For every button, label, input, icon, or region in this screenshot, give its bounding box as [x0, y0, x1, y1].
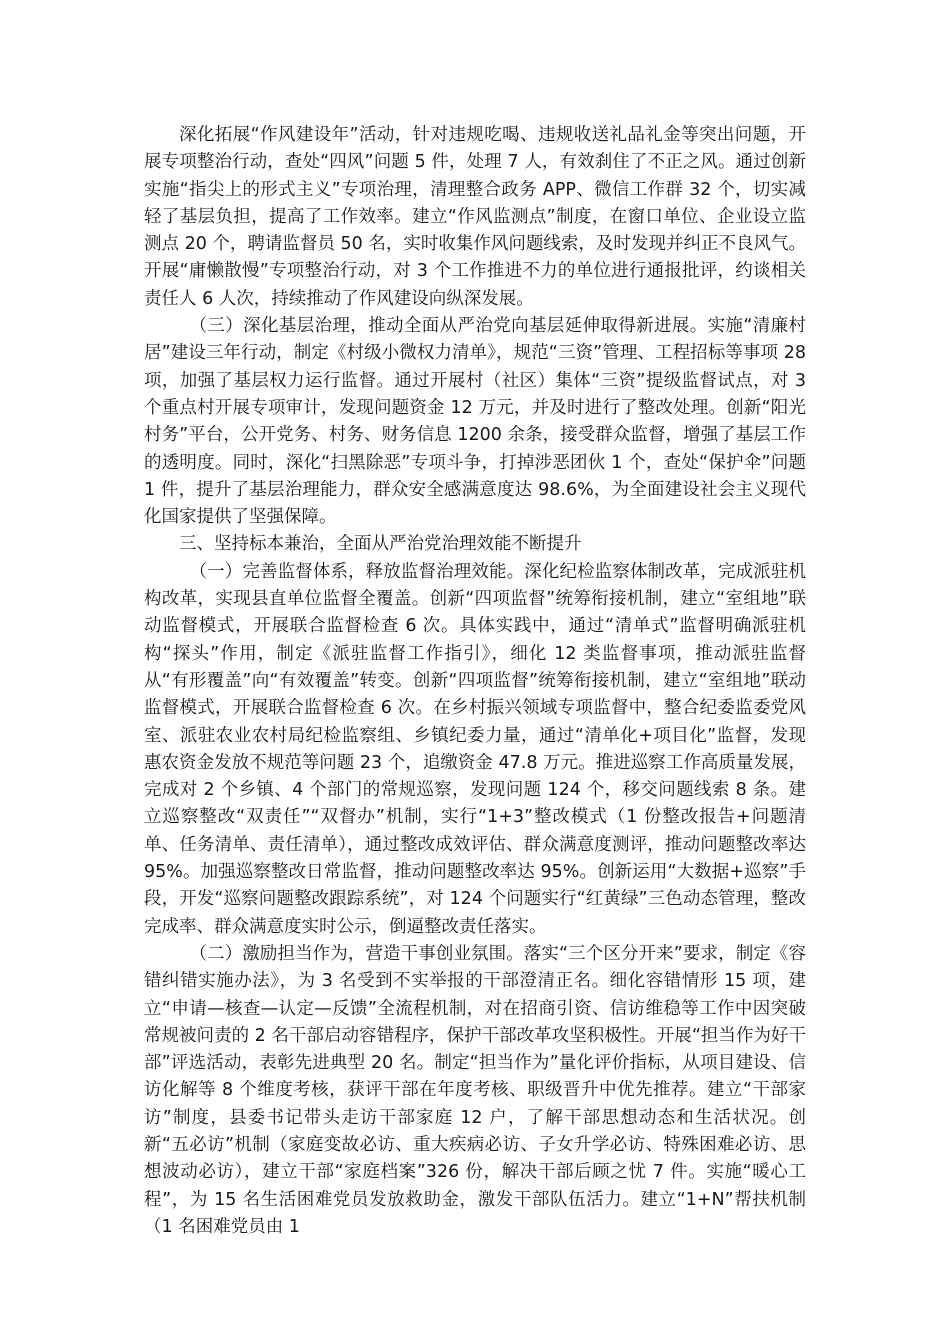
paragraph-supervision-system: （一）完善监督体系，释放监督治理效能。深化纪检监察体制改革，完成派驻机构改革，实现县直单位监督全覆盖。创新“四项监督”统筹衔接机制，建立“室组地”联动监督模式，开展联合监督检查 6 次。具体实践中，通过“清单式”监督明确派驻机构“探头”作用，制定《派驻监督工作指引》，细化 12 类监督事项，推动派驻监督从“有形覆盖”向“有效覆盖”转变。创新“四项监督”统筹衔接机制，建立“室组地”联动监督模式，开展联合监督检查 6 次。在乡村振兴领域专项监督中，整合纪委监委党风室、派驻农业农村局纪检监察组、乡镇纪委力量，通过“清单化+项目化”监督，发现惠农资金发放不规范等问题 23 个，追缴资金 47.8 万元。推进巡察工作高质量发展，完成对 2 个乡镇、4 个部门的常规巡察，发现问题 124 个，移交问题线索 8 条。建立巡察整改“双责任”“双督办”机制，实行“1+3”整改模式（1 份整改报告+问题清单、任务清单、责任清单），通过整改成效评估、群众满意度测评，推动问题整改率达 95%。加强巡察整改日常监督，推动问题整改率达 95%。创新运用“大数据+巡察”手段，开发“巡察问题整改跟踪系统”，对 124 个问题实行“红黄绿”三色动态管理，整改完成率、群众满意度实时公示，倒逼整改责任落实。 [144, 561, 806, 937]
paragraph-style-campaign: 深化拓展“作风建设年”活动，针对违规吃喝、违规收送礼品礼金等突出问题，开展专项整治行动，查处“四风”问题 5 件，处理 7 人，有效刹住了不正之风。通过创新实施“指尖上的形式主义”专项治理，清理整合政务 APP、微信工作群 32 个，切实减轻了基层负担，提高了工作效率。建立“作风监测点”制度，在窗口单位、企业设立监测点 20 个，聘请监督员 50 名，实时收集作风问题线索，及时发现并纠正不良风气。开展“庸懒散慢”专项整治行动，对 3 个工作推进不力的单位进行通报批评，约谈相关责任人 6 人次，持续推动了作风建设向纵深发展。 [144, 125, 806, 309]
paragraph-encourage-responsibility: （二）激励担当作为，营造干事创业氛围。落实“三个区分开来”要求，制定《容错纠错实施办法》，为 3 名受到不实举报的干部澄清正名。细化容错情形 15 项，建立“申请—核查—认定—反馈”全流程机制，对在招商引资、信访维稳等工作中因突破常规被问责的 2 名干部启动容错程序，保护干部改革攻坚积极性。开展“担当作为好干部”评选活动，表彰先进典型 20 名。制定“担当作为”量化评价指标，从项目建设、信访化解等 8 个维度考核，获评干部在年度考核、职级晋升中优先推荐。建立“干部家访”制度，县委书记带头走访干部家庭 12 户，了解干部思想动态和生活状况。创新“五必访”机制（家庭变故必访、重大疾病必访、子女升学必访、特殊困难必访、思想波动必访），建立干部“家庭档案”326 份，解决干部后顾之忧 7 件。实施“暖心工程”，为 15 名生活困难党员发放救助金，激发干部队伍活力。建立“1+N”帮扶机制（1 名困难党员由 1 [144, 943, 806, 1237]
section-heading-three: 三、坚持标本兼治，全面从严治党治理效能不断提升 [179, 534, 582, 555]
paragraph-grassroots-governance: （三）深化基层治理，推动全面从严治党向基层延伸取得新进展。实施“清廉村居”建设三年行动，制定《村级小微权力清单》，规范“三资”管理、工程招标等事项 28 项，加强了基层权力运行监督。通过开展村（社区）集体“三资”提级监督试点，对 3 个重点村开展专项审计，发现问题资金 12 万元，并及时进行了整改处理。创新“阳光村务”平台，公开党务、村务、财务信息 1200 余条，接受群众监督，增强了基层工作的透明度。同时，深化“扫黑除恶”专项斗争，打掉涉恶团伙 1 个，查处“保护伞”问题 1 件，提升了基层治理能力，群众安全感满意度达 98.6%，为全面建设社会主义现代化国家提供了坚强保障。 [144, 316, 806, 528]
document-body [144, 122, 806, 1241]
